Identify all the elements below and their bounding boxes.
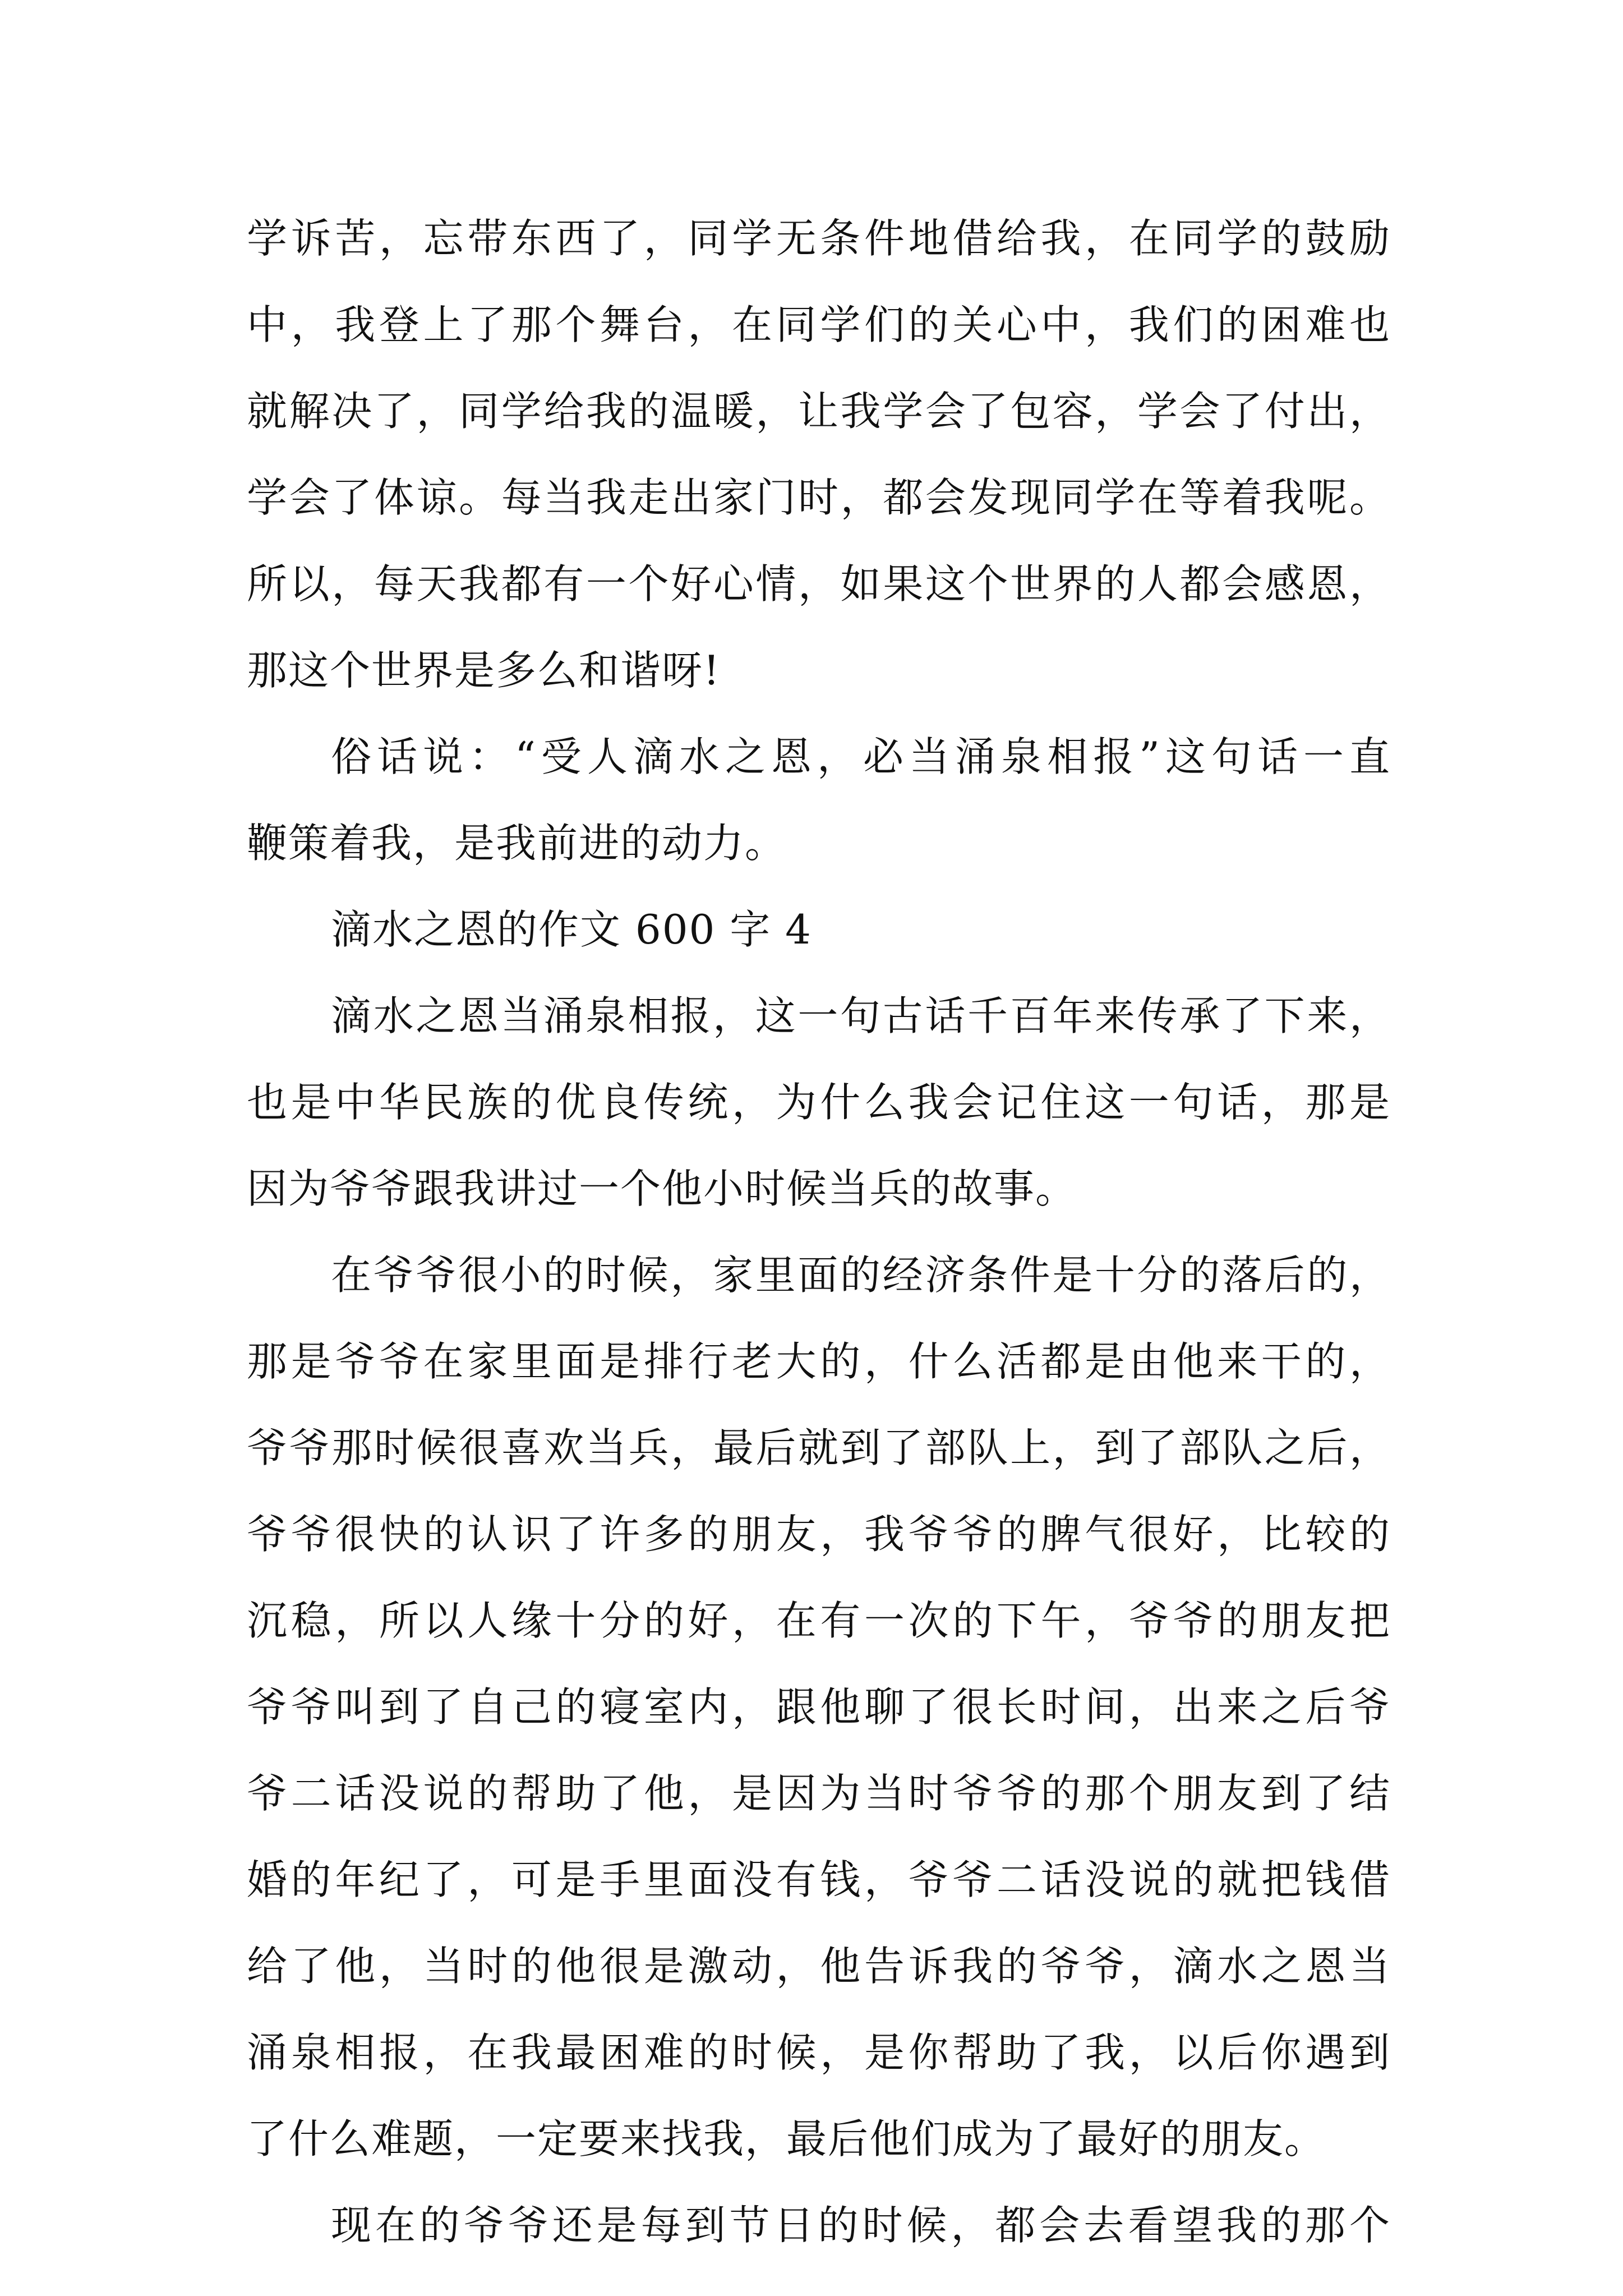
text-line: 那这个世界是多么和谐呀! (247, 647, 721, 694)
text-line: 现在的爷爷还是每到节日的时候，都会去看望我的那个 (331, 2202, 1391, 2249)
text-line: 涌泉相报，在我最困难的时候，是你帮助了我，以后你遇到 (247, 2029, 1391, 2076)
text-line: 学会了体谅。每当我走出家门时，都会发现同学在等着我呢。 (247, 474, 1391, 521)
text-line: 因为爷爷跟我讲过一个他小时候当兵的故事。 (247, 1165, 1077, 1212)
text-line: 就解决了，同学给我的温暖，让我学会了包容，学会了付出， (247, 388, 1391, 435)
section-heading: 滴水之恩的作文 600 字 4 (331, 906, 812, 953)
text-line: 给了他，当时的他很是激动，他告诉我的爷爷，滴水之恩当 (247, 1943, 1391, 1990)
text-line: 俗话说：“受人滴水之恩，必当涌泉相报”这句话一直 (331, 733, 1391, 780)
text-line: 爷爷很快的认识了许多的朋友，我爷爷的脾气很好，比较的 (247, 1511, 1391, 1558)
text-line: 爷爷那时候很喜欢当兵，最后就到了部队上，到了部队之后， (247, 1424, 1391, 1471)
text-line: 那是爷爷在家里面是排行老大的，什么活都是由他来干的， (247, 1338, 1391, 1385)
text-line: 爷爷叫到了自己的寝室内，跟他聊了很长时间，出来之后爷 (247, 1683, 1391, 1731)
text-line: 鞭策着我，是我前进的动力。 (247, 820, 787, 867)
text-line: 滴水之恩当涌泉相报，这一句古话千百年来传承了下来， (331, 992, 1391, 1039)
text-line: 爷二话没说的帮助了他，是因为当时爷爷的那个朋友到了结 (247, 1770, 1391, 1817)
text-line: 在爷爷很小的时候，家里面的经济条件是十分的落后的， (331, 1251, 1391, 1299)
text-line: 学诉苦，忘带东西了，同学无条件地借给我，在同学的鼓励 (247, 215, 1391, 262)
text-line: 沉稳，所以人缘十分的好，在有一次的下午，爷爷的朋友把 (247, 1597, 1391, 1644)
text-line: 中，我登上了那个舞台，在同学们的关心中，我们的困难也 (247, 301, 1391, 348)
text-line: 了什么难题，一定要来找我，最后他们成为了最好的朋友。 (247, 2115, 1326, 2162)
text-line: 所以，每天我都有一个好心情，如果这个世界的人都会感恩， (247, 560, 1391, 608)
text-line: 婚的年纪了，可是手里面没有钱，爷爷二话没说的就把钱借 (247, 1856, 1391, 1903)
text-line: 也是中华民族的优良传统，为什么我会记住这一句话，那是 (247, 1079, 1391, 1126)
